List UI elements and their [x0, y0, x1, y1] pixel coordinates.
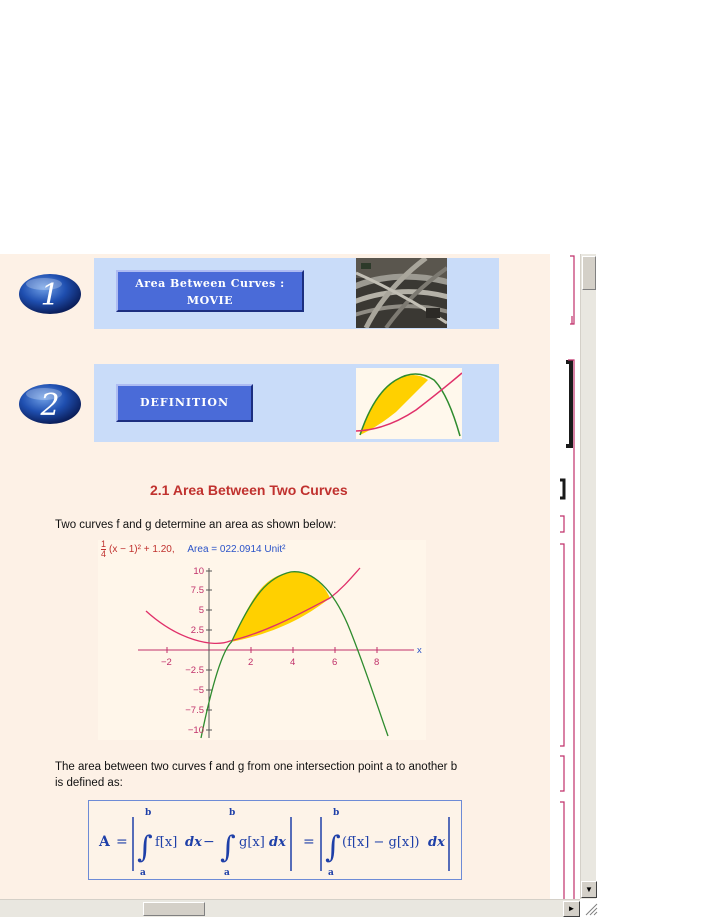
formula-minus: −	[203, 834, 215, 850]
y-tick-10: 10	[193, 566, 204, 577]
integral-3: ∫	[325, 830, 341, 865]
formula-equals-1: =	[116, 834, 128, 850]
x-tick-6: 6	[332, 657, 338, 668]
highway-photo	[356, 258, 447, 328]
movie-button-line2: MOVIE	[186, 294, 234, 307]
notebook-viewport	[0, 254, 708, 917]
x-tick-2: 2	[248, 657, 254, 668]
y-tick-neg7-5: −7.5	[185, 705, 204, 716]
fraction-numerator: 1	[101, 539, 107, 549]
plot-area-value: Area = 022.0914 Unit²	[187, 544, 286, 556]
cell-bracket-3	[560, 480, 564, 498]
fraction-denominator: 4	[101, 549, 107, 559]
f-integrand: f[x]	[155, 835, 178, 850]
intro-text: Two curves f and g determine an area as shown below:	[55, 519, 337, 531]
dx-2: dx	[269, 835, 286, 850]
upper-limit-3: b	[333, 808, 340, 818]
resize-grip-icon[interactable]	[582, 900, 598, 916]
area-formula-box	[88, 800, 462, 880]
plot-label	[101, 540, 286, 559]
movie-button-line1: Area Between Curves :	[135, 277, 285, 290]
y-tick-neg2-5: −2.5	[185, 665, 204, 676]
vertical-scroll-thumb[interactable]	[582, 256, 596, 290]
upper-limit-1: b	[145, 808, 152, 818]
scroll-down-button[interactable]: ▼	[581, 881, 597, 898]
area-between-curves-movie-button[interactable]	[116, 270, 304, 312]
section-title: 2.1 Area Between Two Curves	[150, 482, 348, 498]
vertical-scrollbar[interactable]	[580, 254, 596, 899]
area-fill	[232, 572, 331, 642]
cell-bracket-4	[560, 516, 564, 532]
lower-limit-3: a	[328, 868, 334, 878]
area-between-curves-thumbnail	[356, 368, 462, 439]
definition-text-line2: is defined as:	[55, 777, 123, 789]
cell-bracket-1	[570, 256, 574, 324]
definition-text-line1: The area between two curves f and g from one intersection point a to another b	[55, 761, 458, 773]
plot-graphic	[98, 540, 426, 740]
document-content	[0, 254, 550, 899]
x-tick-4: 4	[290, 657, 296, 668]
g-integrand: g[x]	[239, 835, 265, 850]
fraction	[101, 540, 106, 559]
x-axis-label: x	[417, 645, 422, 656]
formula-A: A	[99, 834, 110, 850]
y-tick-neg10: −10	[187, 725, 204, 736]
cell-bracket-5	[560, 544, 564, 746]
definition-button[interactable]: DEFINITION	[116, 384, 253, 422]
y-tick-neg5: −5	[193, 685, 204, 696]
y-tick-2-5: 2.5	[190, 625, 204, 636]
dx-1: dx	[185, 835, 202, 850]
cell-bracket-2	[566, 362, 571, 446]
lower-limit-2: a	[224, 868, 230, 878]
horizontal-scroll-thumb[interactable]	[143, 902, 205, 916]
number-one-icon[interactable]	[18, 272, 82, 316]
lower-limit-1: a	[140, 868, 146, 878]
area-plot	[98, 540, 426, 740]
y-tick-5: 5	[198, 605, 204, 616]
dx-3: dx	[428, 835, 445, 850]
plot-expression: (x − 1)² + 1.20,	[109, 544, 175, 556]
area-formula	[89, 801, 463, 881]
section-number-1: 1	[40, 278, 60, 313]
integral-1: ∫	[137, 830, 153, 865]
cell-brackets[interactable]	[552, 254, 582, 899]
integral-2: ∫	[220, 830, 236, 865]
horizontal-scrollbar[interactable]	[0, 899, 580, 917]
y-tick-7-5: 7.5	[190, 585, 204, 596]
formula-equals-2: =	[303, 834, 315, 850]
definition-text	[55, 759, 495, 791]
scroll-right-button[interactable]: ►	[563, 901, 580, 917]
number-two-icon[interactable]	[18, 382, 82, 426]
cell-bracket-7	[560, 802, 564, 899]
x-tick-8: 8	[374, 657, 380, 668]
diff-integrand: (f[x] − g[x])	[342, 835, 420, 850]
section-number-2: 2	[40, 388, 60, 423]
x-tick-neg2: −2	[161, 657, 172, 668]
upper-limit-2: b	[229, 808, 236, 818]
cell-bracket-6	[560, 756, 564, 791]
